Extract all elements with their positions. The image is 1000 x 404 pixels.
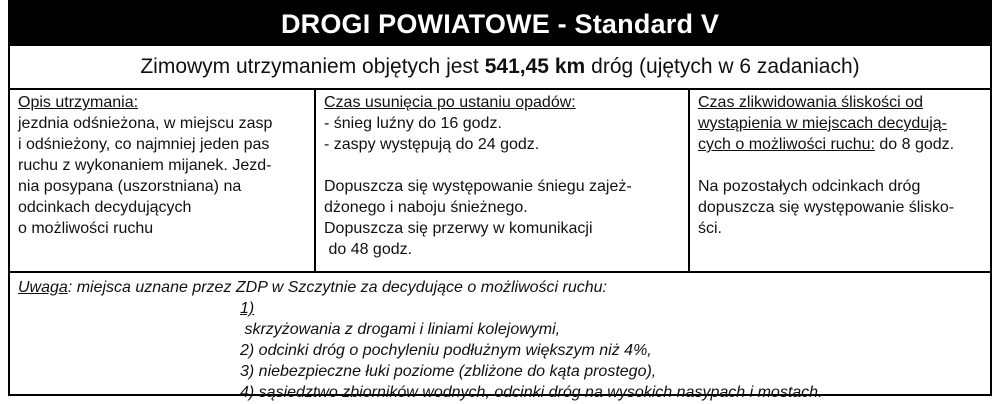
slipperiness-time-cell	[688, 88, 990, 271]
snow-removal-line: dżonego i naboju śnieżnego.	[324, 199, 528, 216]
maintenance-line: ruchu z wykonaniem mijanek. Jezd-	[18, 157, 272, 174]
snow-removal-heading: Czas usunięcia po ustaniu opadów:	[324, 94, 576, 111]
note-item-text: skrzyżowania z drogami i liniami kolejowymi,	[240, 321, 561, 338]
note-item: 3) niebezpieczne łuki poziome (zbliżone do kąta prostego),	[240, 363, 657, 380]
slipperiness-time-value: do 8 godz.	[874, 136, 955, 153]
coverage-prefix: Zimowym utrzymaniem objętych jest	[140, 55, 479, 78]
maintenance-line: nia posypana (uszorstniana) na	[18, 178, 242, 195]
slipperiness-line: Na pozostałych odcinkach dróg	[698, 178, 921, 195]
snow-removal-time-cell	[314, 88, 688, 271]
slipperiness-heading: wystąpienia w miejscach decydują-	[698, 115, 947, 132]
note-label: Uwaga	[18, 279, 68, 296]
snow-removal-line: Dopuszcza się występowanie śniegu zajeż-	[324, 178, 632, 195]
snow-removal-line: Dopuszcza się przerwy w komunikacji	[324, 220, 593, 237]
coverage-amount: 541,45 km	[484, 55, 586, 78]
note-item: 2) odcinki dróg o pochyleniu podłużnym większym niż 4%,	[240, 342, 652, 359]
maintenance-line: odcinkach decydujących	[18, 199, 192, 216]
table-title: DROGI POWIATOWE - Standard V	[10, 2, 990, 46]
maintenance-line: i odśnieżony, co najmniej jeden pas	[18, 136, 270, 153]
snow-removal-line: do 48 godz.	[324, 241, 413, 258]
slipperiness-heading: cych o możliwości ruchu:	[698, 136, 875, 153]
note-section	[10, 273, 990, 401]
note-intro: : miejsca uznane przez ZDP w Szczytnie za decydujące o możliwości ruchu:	[67, 279, 607, 296]
coverage-summary	[10, 46, 990, 90]
slipperiness-line: ści.	[698, 220, 722, 237]
snow-removal-line: - zaspy występują do 24 godz.	[324, 136, 540, 153]
maintenance-line: o możliwości ruchu	[18, 220, 154, 237]
note-item	[240, 298, 982, 340]
coverage-suffix: dróg (ujętych w 6 zadaniach)	[591, 55, 860, 78]
spacer	[324, 155, 680, 176]
maintenance-line: jezdnia odśnieżona, w miejscu zasp	[18, 115, 273, 132]
maintenance-heading: Opis utrzymania:	[18, 94, 139, 111]
slipperiness-line: dopuszcza się występowanie ślisko-	[698, 199, 955, 216]
note-list	[18, 298, 982, 403]
requirements-row	[10, 88, 990, 273]
maintenance-description-cell	[10, 88, 314, 271]
snow-removal-line: - śnieg luźny do 16 godz.	[324, 115, 502, 132]
slipperiness-heading: Czas zlikwidowania śliskości od	[698, 94, 923, 111]
spacer	[698, 155, 982, 176]
standard-table	[8, 0, 992, 401]
note-item: 4) sąsiedztwo zbiorników wodnych, odcinki dróg na wysokich nasypach i mostach.	[240, 384, 823, 401]
note-item-number: 1)	[240, 300, 255, 317]
